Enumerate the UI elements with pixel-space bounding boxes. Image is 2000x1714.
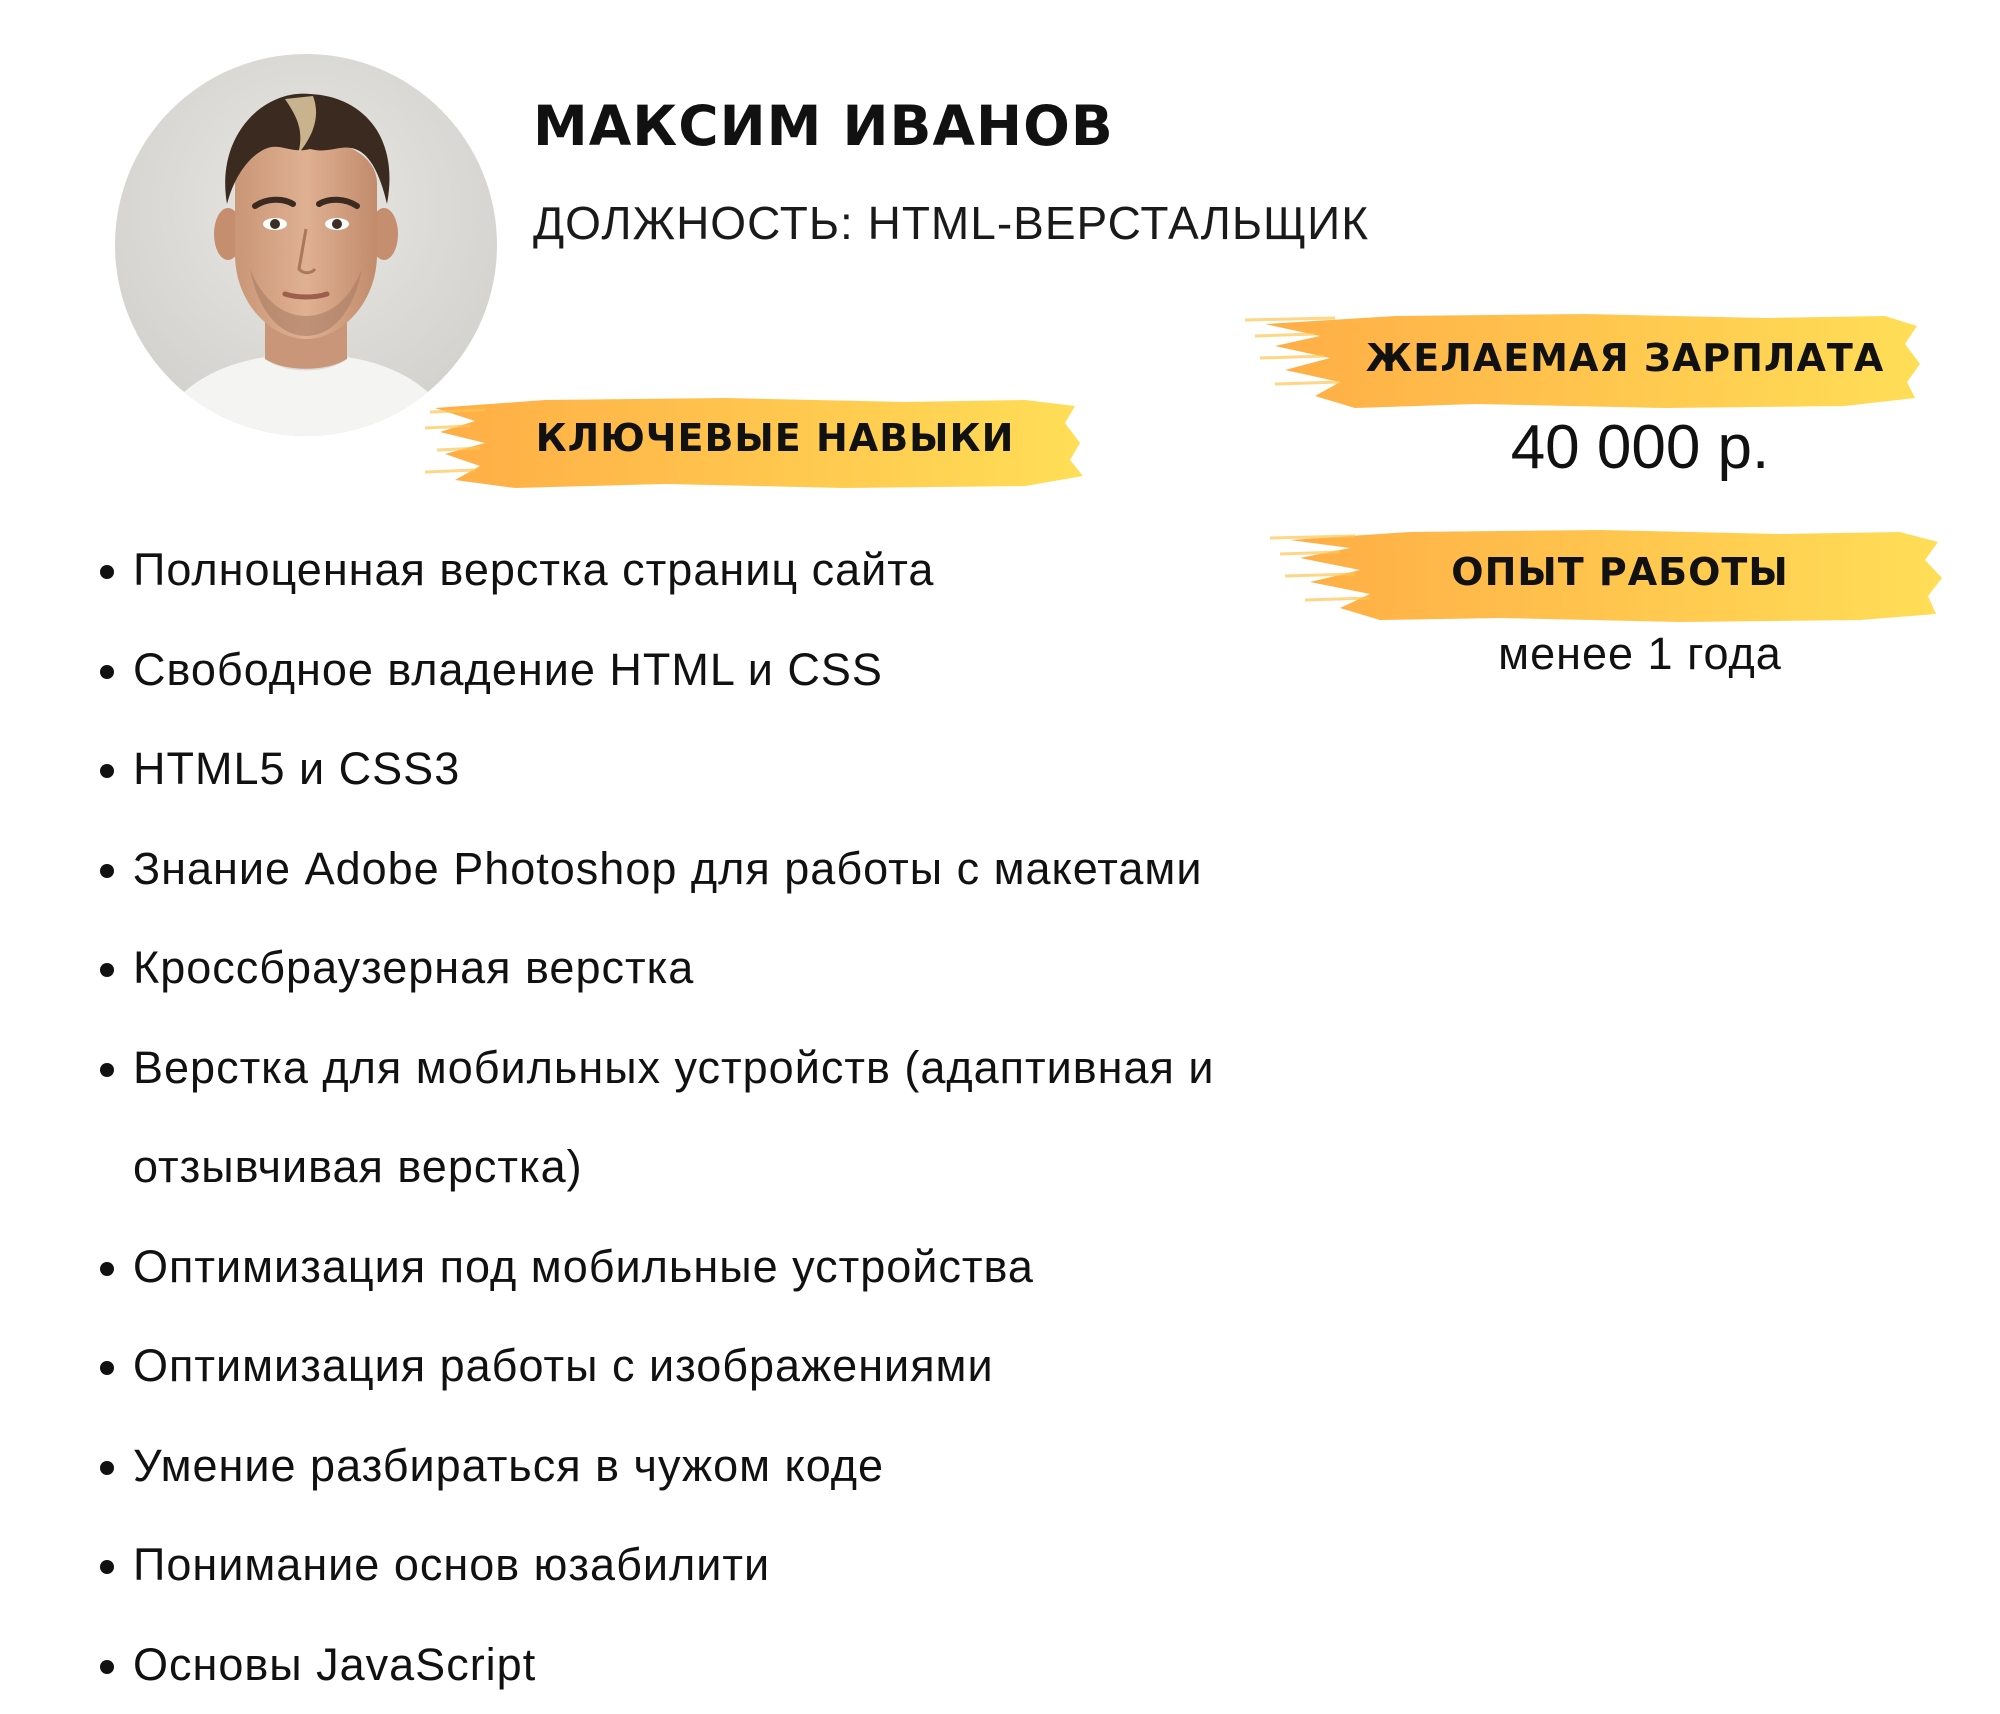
bullet-icon — [100, 764, 114, 778]
skill-text: Понимание основ юзабилити — [133, 1515, 1303, 1615]
bullet-icon — [100, 1262, 114, 1276]
bullet-icon — [100, 565, 114, 579]
skill-item — [100, 1615, 1350, 1714]
candidate-position: ДОЛЖНОСТЬ: HTML-ВЕРСТАЛЬЩИК — [533, 196, 1369, 250]
skill-text: HTML5 и CSS3 — [133, 719, 1303, 819]
salary-value: 40 000 р. — [1420, 412, 1860, 483]
salary-title: ЖЕЛАЕМАЯ ЗАРПЛАТА — [1245, 336, 1925, 380]
bullet-icon — [100, 1560, 114, 1574]
avatar — [115, 54, 497, 436]
skill-item — [100, 719, 1350, 819]
skill-item — [100, 1018, 1350, 1217]
salary-heading — [1245, 306, 1925, 416]
skill-text: Умение разбираться в чужом коде — [133, 1416, 1303, 1516]
skill-item — [100, 918, 1350, 1018]
avatar-photo — [115, 54, 497, 436]
skill-text: Оптимизация работы с изображениями — [133, 1316, 1303, 1416]
skill-item — [100, 620, 1350, 720]
bullet-icon — [100, 963, 114, 977]
bullet-icon — [100, 665, 114, 679]
experience-value: менее 1 года — [1420, 628, 1860, 680]
skill-item — [100, 1217, 1350, 1317]
skill-text: Кроссбраузерная верстка — [133, 918, 1303, 1018]
skill-item — [100, 819, 1350, 919]
skill-text: Полноценная верстка страниц сайта — [133, 520, 1303, 620]
skill-item — [100, 520, 1350, 620]
bullet-icon — [100, 1361, 114, 1375]
experience-title: ОПЫТ РАБОТЫ — [1270, 550, 1950, 594]
experience-heading — [1270, 520, 1950, 630]
skill-item — [100, 1316, 1350, 1416]
bullet-icon — [100, 1063, 114, 1077]
skill-text: Оптимизация под мобильные устройства — [133, 1217, 1303, 1317]
skill-text: Свободное владение HTML и CSS — [133, 620, 1303, 720]
skills-heading — [425, 388, 1085, 498]
skill-item — [100, 1416, 1350, 1516]
bullet-icon — [100, 864, 114, 878]
skill-text: Основы JavaScript — [133, 1615, 1303, 1714]
bullet-icon — [100, 1461, 114, 1475]
skill-item — [100, 1515, 1350, 1615]
skill-text: Верстка для мобильных устройств (адаптивная и отзывчивая верстка) — [133, 1018, 1293, 1217]
candidate-name: МАКСИМ ИВАНОВ — [533, 94, 1114, 158]
skills-title: КЛЮЧЕВЫЕ НАВЫКИ — [425, 416, 1085, 460]
skill-text: Знание Adobe Photoshop для работы с макетами — [133, 819, 1303, 919]
skills-list — [100, 520, 1350, 1714]
bullet-icon — [100, 1660, 114, 1674]
